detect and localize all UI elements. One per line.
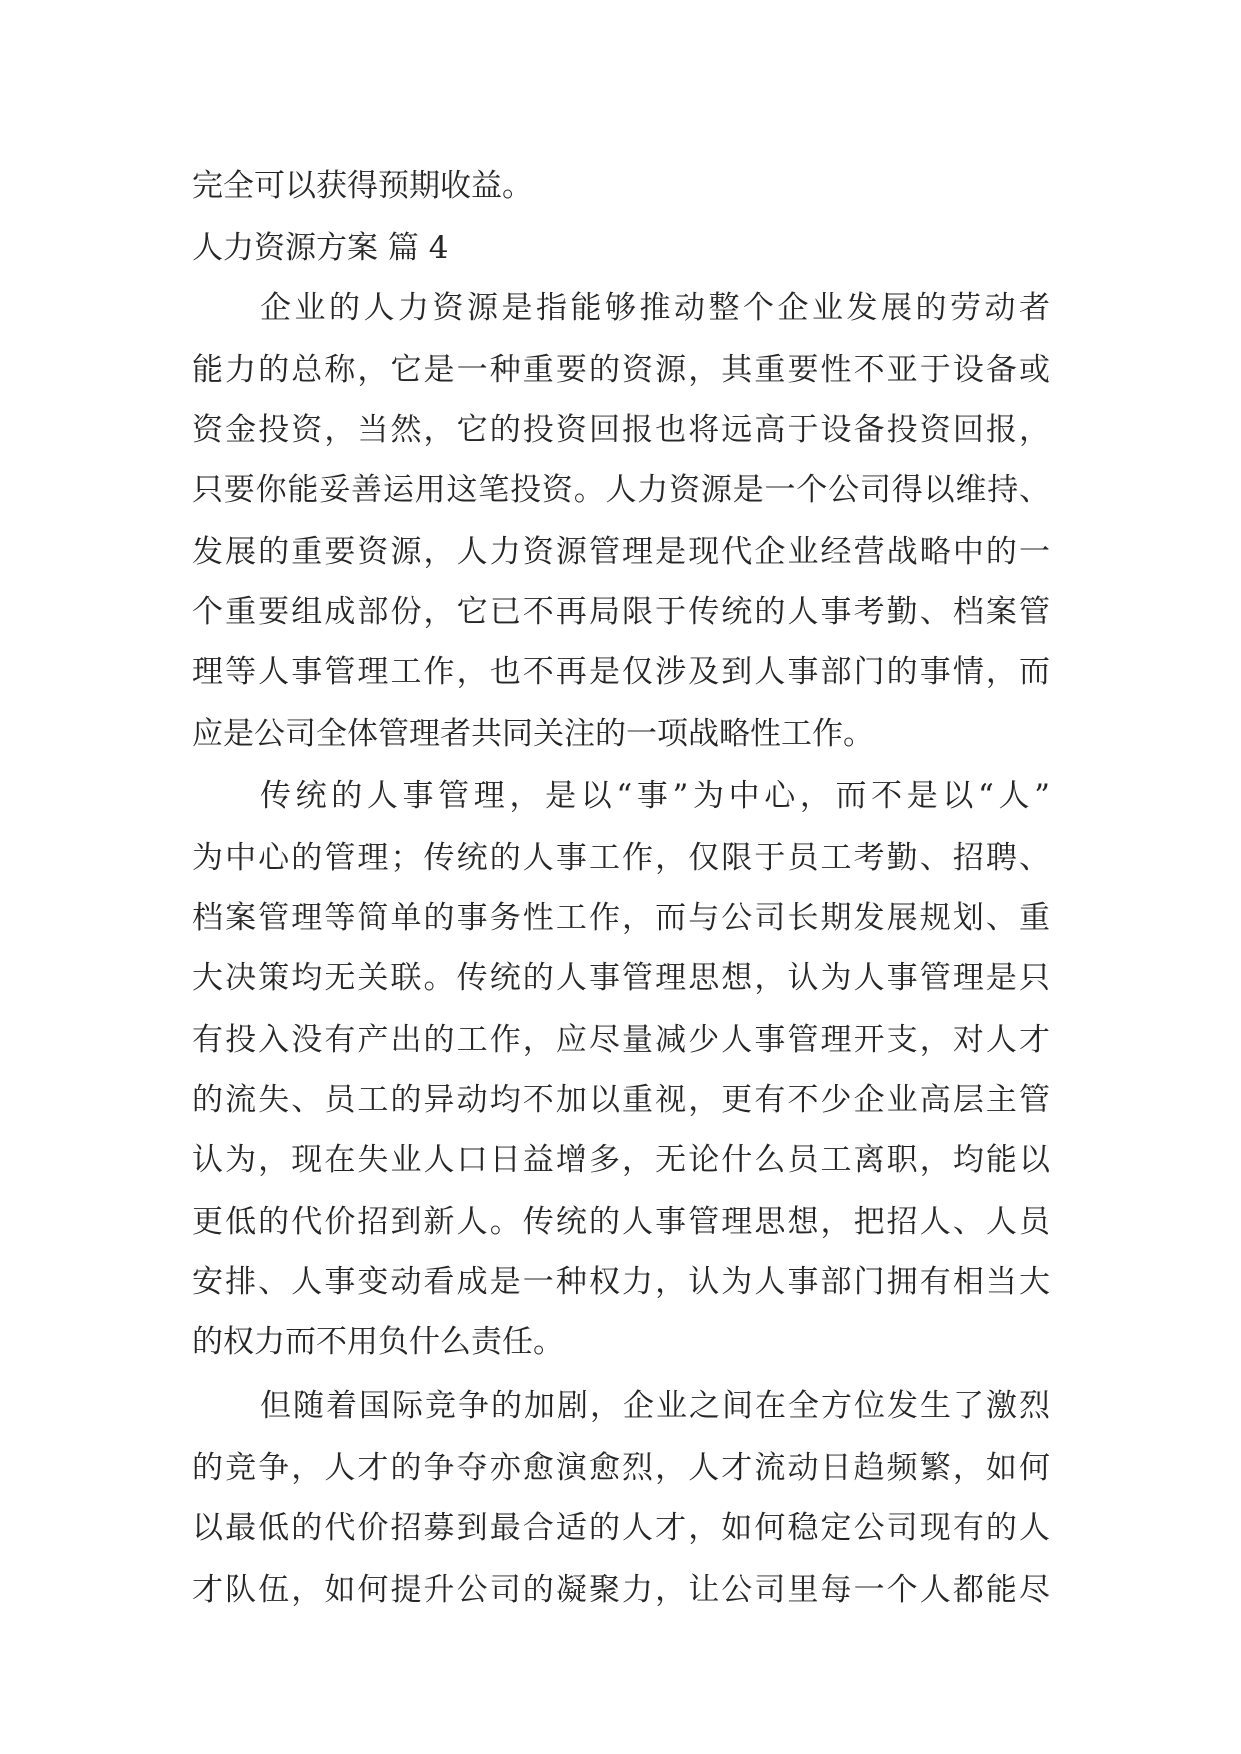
paragraph-line: 完全可以获得预期收益。 [192, 168, 533, 204]
paragraph-line: 理等人事管理工作，也不再是仅涉及到人事部门的事情，而 [192, 654, 1050, 690]
paragraph-line: 档案管理等简单的事务性工作，而与公司长期发展规划、重 [192, 900, 1050, 936]
paragraph-line: 以最低的代价招募到最合适的人才，如何稳定公司现有的人 [192, 1510, 1050, 1546]
paragraph-line: 发展的重要资源，人力资源管理是现代企业经营战略中的一 [192, 534, 1050, 570]
paragraph-line: 大决策均无关联。传统的人事管理思想，认为人事管理是只 [192, 960, 1050, 996]
paragraph-line: 资金投资，当然，它的投资回报也将远高于设备投资回报， [192, 412, 1050, 448]
paragraph-line: 的流失、员工的异动均不加以重视，更有不少企业高层主管 [192, 1082, 1050, 1118]
paragraph-line: 才队伍，如何提升公司的凝聚力，让公司里每一个人都能尽 [192, 1572, 1050, 1608]
paragraph-line: 为中心的管理；传统的人事工作，仅限于员工考勤、招聘、 [192, 840, 1050, 876]
paragraph-line: 能力的总称，它是一种重要的资源，其重要性不亚于设备或 [192, 352, 1050, 388]
paragraph-line: 企业的人力资源是指能够推动整个企业发展的劳动者 [260, 290, 1050, 326]
paragraph-line: 传统的人事管理，是以“事”为中心，而不是以“人” [260, 778, 1050, 814]
section-heading: 人力资源方案 篇 4 [192, 230, 449, 266]
paragraph-line: 有投入没有产出的工作，应尽量减少人事管理开支，对人才 [192, 1022, 1050, 1058]
paragraph-line: 但随着国际竞争的加剧，企业之间在全方位发生了激烈 [260, 1388, 1050, 1424]
paragraph-line: 应是公司全体管理者共同关注的一项战略性工作。 [192, 716, 874, 752]
paragraph-line: 更低的代价招到新人。传统的人事管理思想，把招人、人员 [192, 1204, 1050, 1240]
paragraph-line: 安排、人事变动看成是一种权力，认为人事部门拥有相当大 [192, 1264, 1050, 1300]
paragraph-line: 认为，现在失业人口日益增多，无论什么员工离职，均能以 [192, 1142, 1050, 1178]
paragraph-line: 只要你能妥善运用这笔投资。人力资源是一个公司得以维持、 [192, 472, 1050, 508]
paragraph-line: 的竞争，人才的争夺亦愈演愈烈，人才流动日趋频繁，如何 [192, 1450, 1050, 1486]
paragraph-line: 个重要组成部份，它已不再局限于传统的人事考勤、档案管 [192, 594, 1050, 630]
paragraph-line: 的权力而不用负什么责任。 [192, 1324, 564, 1360]
